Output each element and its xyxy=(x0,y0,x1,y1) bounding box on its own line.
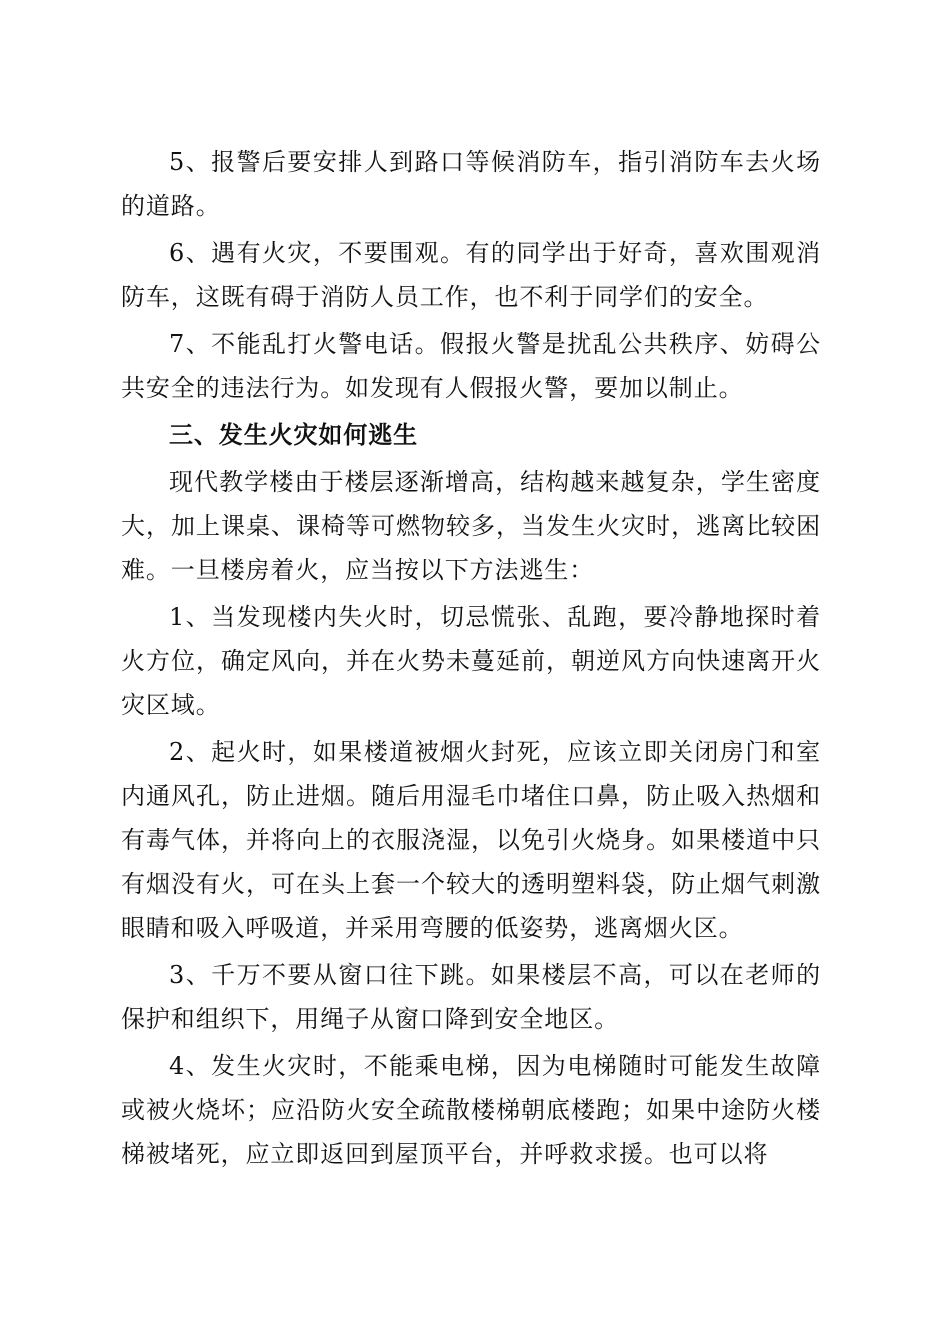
paragraph-item-6: 6、遇有火灾，不要围观。有的同学出于好奇，喜欢围观消防车，这既有碍于消防人员工作，也不利于同学们的安全。 xyxy=(121,239,821,311)
paragraph-item-5: 5、报警后要安排人到路口等候消防车，指引消防车去火场的道路。 xyxy=(121,148,821,220)
document-body xyxy=(121,140,821,1179)
escape-item-2: 2、起火时，如果楼道被烟火封死，应该立即关闭房门和室内通风孔，防止进烟。随后用湿毛巾堵住口鼻，防止吸入热烟和有毒气体，并将向上的衣服浇湿，以免引火烧身。如果楼道中只有烟没有火，可在头上套一个较大的透明塑料袋，防止烟气刺激眼睛和吸入呼吸道，并采用弯腰的低姿势，逃离烟火区。 xyxy=(121,738,821,942)
escape-item-1: 1、当发现楼内失火时，切忌慌张、乱跑，要冷静地探时着火方位，确定风向，并在火势未蔓延前，朝逆风方向快速离开火灾区域。 xyxy=(121,603,821,719)
escape-item-4: 4、发生火灾时，不能乘电梯，因为电梯随时可能发生故障或被火烧坏；应沿防火安全疏散楼梯朝底楼跑；如果中途防火楼梯被堵死，应立即返回到屋顶平台，并呼救求援。也可以将 xyxy=(121,1052,821,1168)
section-intro-paragraph: 现代教学楼由于楼层逐渐增高，结构越来越复杂，学生密度大，加上课桌、课椅等可燃物较多，当发生火灾时，逃离比较困难。一旦楼房着火，应当按以下方法逃生： xyxy=(121,468,821,584)
escape-item-3: 3、千万不要从窗口往下跳。如果楼层不高，可以在老师的保护和组织下，用绳子从窗口降到安全地区。 xyxy=(121,961,821,1033)
section-heading: 三、发生火灾如何逃生 xyxy=(169,421,418,449)
paragraph-item-7: 7、不能乱打火警电话。假报火警是扰乱公共秩序、妨碍公共安全的违法行为。如发现有人假报火警，要加以制止。 xyxy=(121,330,821,402)
